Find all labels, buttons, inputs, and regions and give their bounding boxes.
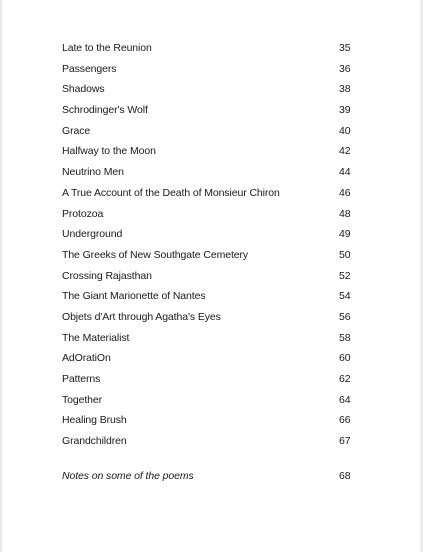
toc-entry bbox=[62, 162, 362, 183]
toc-entry-title: The Materialist bbox=[62, 331, 130, 344]
toc-entry bbox=[62, 307, 362, 328]
toc-entry bbox=[62, 59, 362, 80]
toc-entry-title: The Greeks of New Southgate Cemetery bbox=[62, 248, 249, 261]
toc-entry-page: 60 bbox=[339, 352, 351, 365]
toc-entry-page: 46 bbox=[339, 186, 351, 199]
toc-entry-title: Underground bbox=[62, 228, 123, 241]
toc-notes-entry bbox=[62, 466, 362, 487]
toc-entry-page: 36 bbox=[339, 62, 351, 75]
toc-entry-title: Shadows bbox=[62, 83, 105, 96]
toc-entry-page: 42 bbox=[339, 145, 351, 158]
toc-notes-page: 68 bbox=[339, 469, 351, 482]
toc-entry-page: 44 bbox=[339, 166, 351, 179]
toc-entry-page: 50 bbox=[339, 248, 351, 261]
toc-spacer bbox=[62, 452, 362, 466]
toc-entry-page: 38 bbox=[339, 83, 351, 96]
toc-entry-page: 35 bbox=[339, 42, 351, 54]
toc-entry bbox=[62, 183, 362, 204]
toc-entry-title: Crossing Rajasthan bbox=[62, 269, 152, 282]
toc-entry-title: Halfway to the Moon bbox=[62, 145, 156, 158]
toc-entry-page: 64 bbox=[339, 393, 351, 406]
toc-entry bbox=[62, 328, 362, 349]
toc-entry-page: 49 bbox=[339, 228, 351, 241]
toc-entry-title: Grace bbox=[62, 124, 91, 137]
toc-entry-title: Protozoa bbox=[62, 207, 104, 220]
toc-entry-page: 66 bbox=[339, 414, 351, 427]
toc-entry bbox=[62, 266, 362, 287]
toc-entry bbox=[62, 79, 362, 100]
toc-entry-page: 48 bbox=[339, 207, 351, 220]
toc-entry-title: Late to the Reunion bbox=[62, 42, 152, 54]
toc-entry-title: The Giant Marionette of Nantes bbox=[62, 290, 206, 303]
toc-entry-title: Schrodinger's Wolf bbox=[62, 104, 148, 117]
toc-entry-page: 67 bbox=[339, 435, 351, 448]
toc-entry bbox=[62, 100, 362, 121]
page-left-edge bbox=[0, 0, 2, 552]
toc-entry bbox=[62, 431, 362, 452]
toc-entry-title: Healing Brush bbox=[62, 414, 127, 427]
toc-entry-page: 54 bbox=[339, 290, 351, 303]
toc-entry-title: Grandchildren bbox=[62, 435, 127, 448]
toc-entry-page: 39 bbox=[339, 104, 351, 117]
toc-entry-page: 52 bbox=[339, 269, 351, 282]
toc-entry bbox=[62, 390, 362, 411]
toc-entry-page: 40 bbox=[339, 124, 351, 137]
toc-entry-page: 56 bbox=[339, 310, 351, 323]
toc-entry bbox=[62, 286, 362, 307]
toc-entry bbox=[62, 224, 362, 245]
toc-entry bbox=[62, 348, 362, 369]
table-of-contents bbox=[62, 38, 362, 486]
toc-entry-title: AdOratiOn bbox=[62, 352, 111, 365]
toc-entry bbox=[62, 204, 362, 225]
toc-entry-title: Neutrino Men bbox=[62, 166, 124, 179]
toc-entry bbox=[62, 121, 362, 142]
toc-entry bbox=[62, 245, 362, 266]
toc-entry-page: 58 bbox=[339, 331, 351, 344]
toc-entry bbox=[62, 38, 362, 59]
toc-entry-title: Patterns bbox=[62, 373, 101, 385]
toc-entry-title: Objets d'Art through Agatha's Eyes bbox=[62, 310, 221, 323]
toc-entry-title: Together bbox=[62, 393, 103, 406]
toc-entry-title: A True Account of the Death of Monsieur Chiron bbox=[62, 186, 280, 199]
toc-entry-page: 62 bbox=[339, 373, 351, 385]
toc-entry bbox=[62, 369, 362, 390]
toc-entry bbox=[62, 141, 362, 162]
toc-entry-title: Passengers bbox=[62, 62, 117, 75]
toc-entry bbox=[62, 410, 362, 431]
toc-notes-title: Notes on some of the poems bbox=[62, 469, 194, 482]
